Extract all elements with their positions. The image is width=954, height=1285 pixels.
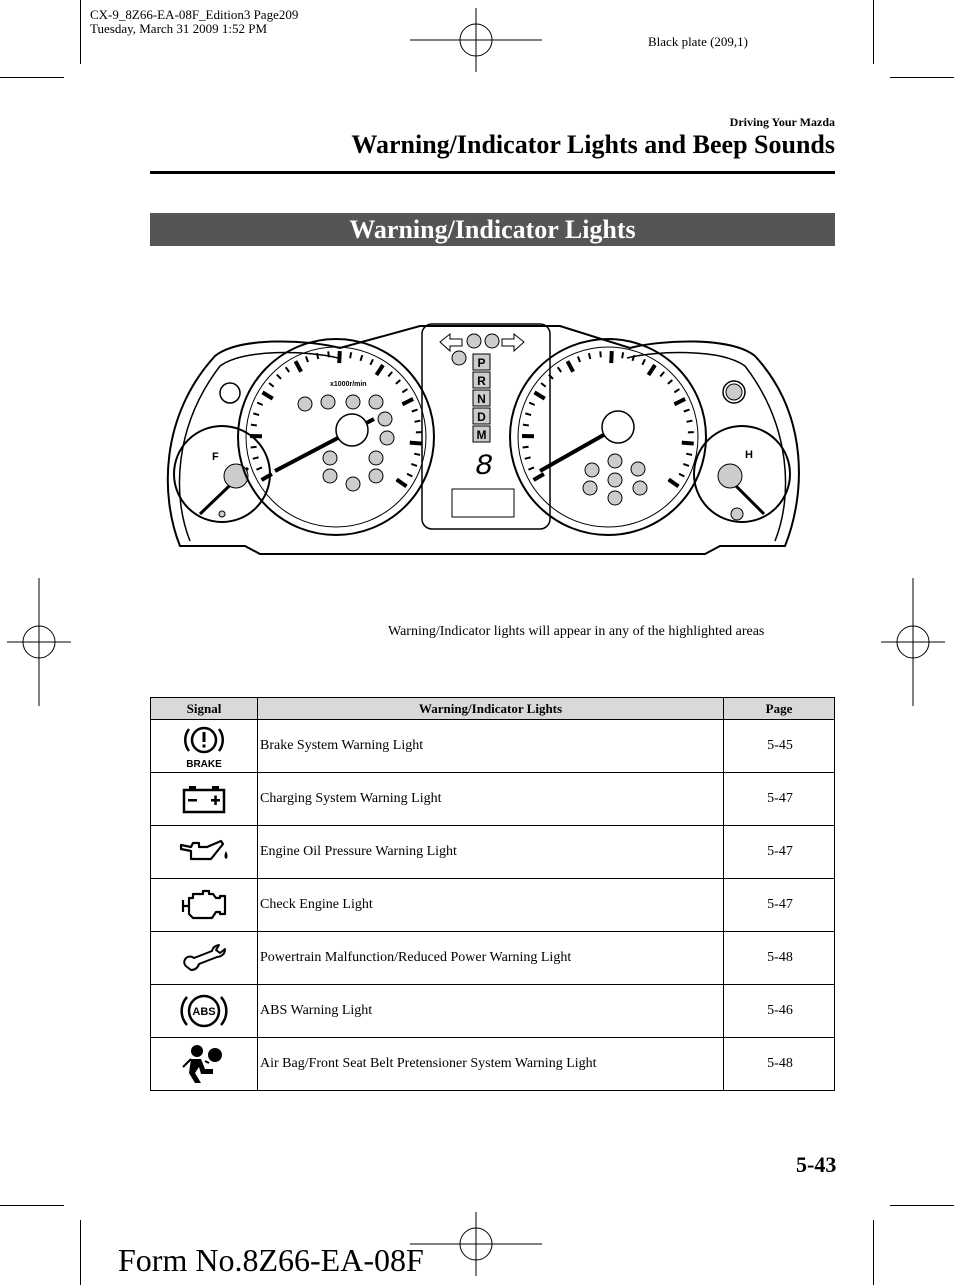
dial-tick [295, 361, 301, 372]
tachometer-unit-label: x1000r/min [330, 381, 367, 388]
dial-tick [410, 443, 422, 444]
gear-letter: R [477, 374, 486, 388]
gear-letter: D [477, 410, 486, 424]
dial-tick [525, 457, 531, 459]
registration-mark [410, 8, 542, 72]
dial-tick [642, 359, 645, 364]
dial-tick [256, 467, 262, 469]
dial-tick [622, 352, 623, 358]
dial-tick [407, 474, 412, 477]
light-name: Air Bag/Front Seat Belt Pretensioner System Warning Light [258, 1038, 724, 1091]
light-name: ABS Warning Light [258, 985, 724, 1038]
registration-mark [881, 578, 945, 706]
airbag-icon [179, 1043, 229, 1085]
dial-tick [674, 399, 685, 404]
crop-mark [890, 77, 954, 78]
dial-tick [251, 447, 257, 448]
crop-mark [80, 1220, 81, 1285]
dial-tick [687, 421, 693, 422]
page-ref: 5-46 [724, 985, 835, 1038]
dial-tick [328, 351, 329, 357]
dial-tick [269, 383, 274, 387]
dial-tick [679, 474, 684, 477]
gear-position-indicator [473, 354, 490, 442]
table-row [151, 879, 835, 932]
table-row [151, 985, 835, 1038]
dial-tick [578, 356, 580, 362]
dial-tick [541, 383, 546, 387]
dial-tick [683, 464, 689, 466]
dial-tick [339, 351, 340, 363]
crop-mark [873, 0, 874, 64]
table-row [151, 1038, 835, 1091]
dial-tick [525, 413, 531, 415]
dial-tick [528, 467, 534, 469]
gear-letter: P [477, 356, 486, 370]
dial-tick [668, 380, 672, 384]
page-ref: 5-47 [724, 879, 835, 932]
tachometer-ticks [250, 351, 422, 486]
dial-tick [350, 352, 351, 358]
crop-mark [890, 1205, 954, 1206]
dial-tick [251, 425, 257, 426]
page-ref: 5-48 [724, 932, 835, 985]
warning-lights-table [150, 697, 835, 1091]
page-ref: 5-48 [724, 1038, 835, 1091]
section-name: Driving Your Mazda [729, 115, 835, 129]
dial-tick [534, 474, 544, 480]
crop-mark [80, 0, 81, 64]
abs-icon-text: ABS [192, 1006, 216, 1018]
dial-tick [589, 353, 590, 359]
brake-warning-icon [179, 723, 229, 769]
dial-tick [523, 447, 529, 448]
light-name: Powertrain Malfunction/Reduced Power Warning Light [258, 932, 724, 985]
dial-tick [558, 367, 562, 372]
dial-tick [412, 410, 418, 412]
dial-tick [402, 389, 407, 392]
dial-tick [682, 443, 694, 444]
dial-tick [317, 353, 318, 359]
page-number: 5-43 [796, 1152, 837, 1177]
title-rule [150, 171, 835, 174]
dial-tick [370, 359, 373, 364]
dial-tick [686, 454, 692, 455]
table-row [151, 826, 835, 879]
page-ref: 5-47 [724, 773, 835, 826]
dial-tick [674, 389, 679, 392]
dial-tick [567, 361, 573, 372]
wrench-icon [179, 943, 229, 973]
print-header [90, 8, 298, 36]
crop-mark [0, 77, 64, 78]
plate-label: Black plate (209,1) [648, 34, 748, 49]
dial-tick [415, 421, 421, 422]
dial-tick [306, 356, 308, 362]
dial-tick [648, 365, 655, 375]
form-number: Form No.8Z66-EA-08F [118, 1242, 424, 1278]
dial-tick [396, 380, 400, 384]
dial-tick [253, 413, 259, 415]
table-header-row [151, 698, 835, 720]
page-ref: 5-45 [724, 720, 835, 773]
dial-tick [388, 372, 392, 377]
dial-tick [277, 375, 281, 379]
gear-letter: M [476, 428, 487, 442]
dial-tick [523, 425, 529, 426]
oil-can-icon [177, 837, 231, 867]
dial-tick [286, 367, 290, 372]
dial-tick [669, 479, 679, 486]
light-name: Check Engine Light [258, 879, 724, 932]
dial-tick [534, 392, 544, 398]
dial-tick [376, 365, 383, 375]
dial-tick [600, 351, 601, 357]
dial-tick [684, 410, 690, 412]
brake-icon-text: BRAKE [186, 759, 222, 769]
dial-tick [660, 372, 664, 377]
table-row [151, 720, 835, 773]
abs-icon [179, 989, 229, 1033]
print-header-date: Tuesday, March 31 2009 1:52 PM [90, 21, 268, 36]
crop-mark [0, 1205, 64, 1206]
gear-letter: N [477, 392, 486, 406]
light-name: Brake System Warning Light [258, 720, 724, 773]
instrument-cluster-diagram [160, 296, 805, 558]
temp-hot-label: H [745, 449, 753, 461]
dial-tick [360, 355, 362, 361]
dial-tick [262, 392, 272, 398]
check-engine-icon [179, 888, 229, 922]
col-signal-header: Signal [151, 698, 258, 720]
dial-tick [402, 399, 413, 404]
dial-tick [257, 403, 262, 405]
col-page-header: Page [724, 698, 835, 720]
speedometer-warning-lights [583, 454, 647, 505]
fuel-full-label: F [212, 451, 219, 463]
light-name: Engine Oil Pressure Warning Light [258, 826, 724, 879]
page-ref: 5-47 [724, 826, 835, 879]
registration-mark [7, 578, 71, 706]
dial-tick [253, 457, 259, 459]
table-row [151, 773, 835, 826]
crop-mark [873, 1220, 874, 1285]
dial-tick [411, 464, 417, 466]
gear-digit: 8 [475, 450, 494, 484]
col-lights-header: Warning/Indicator Lights [258, 698, 724, 720]
table-row [151, 932, 835, 985]
dial-tick [414, 454, 420, 455]
battery-icon [179, 783, 229, 815]
cluster-caption: Warning/Indicator lights will appear in any of the highlighted areas [388, 624, 765, 639]
registration-mark [410, 1212, 542, 1276]
light-name: Charging System Warning Light [258, 773, 724, 826]
dial-tick [397, 479, 407, 486]
subheading-bar: Warning/Indicator Lights [150, 213, 835, 246]
page-title: Warning/Indicator Lights and Beep Sounds [351, 130, 835, 159]
dial-tick [529, 403, 534, 405]
dial-tick [611, 351, 612, 363]
print-header-file: CX-9_8Z66-EA-08F_Edition3 Page209 [90, 7, 299, 22]
